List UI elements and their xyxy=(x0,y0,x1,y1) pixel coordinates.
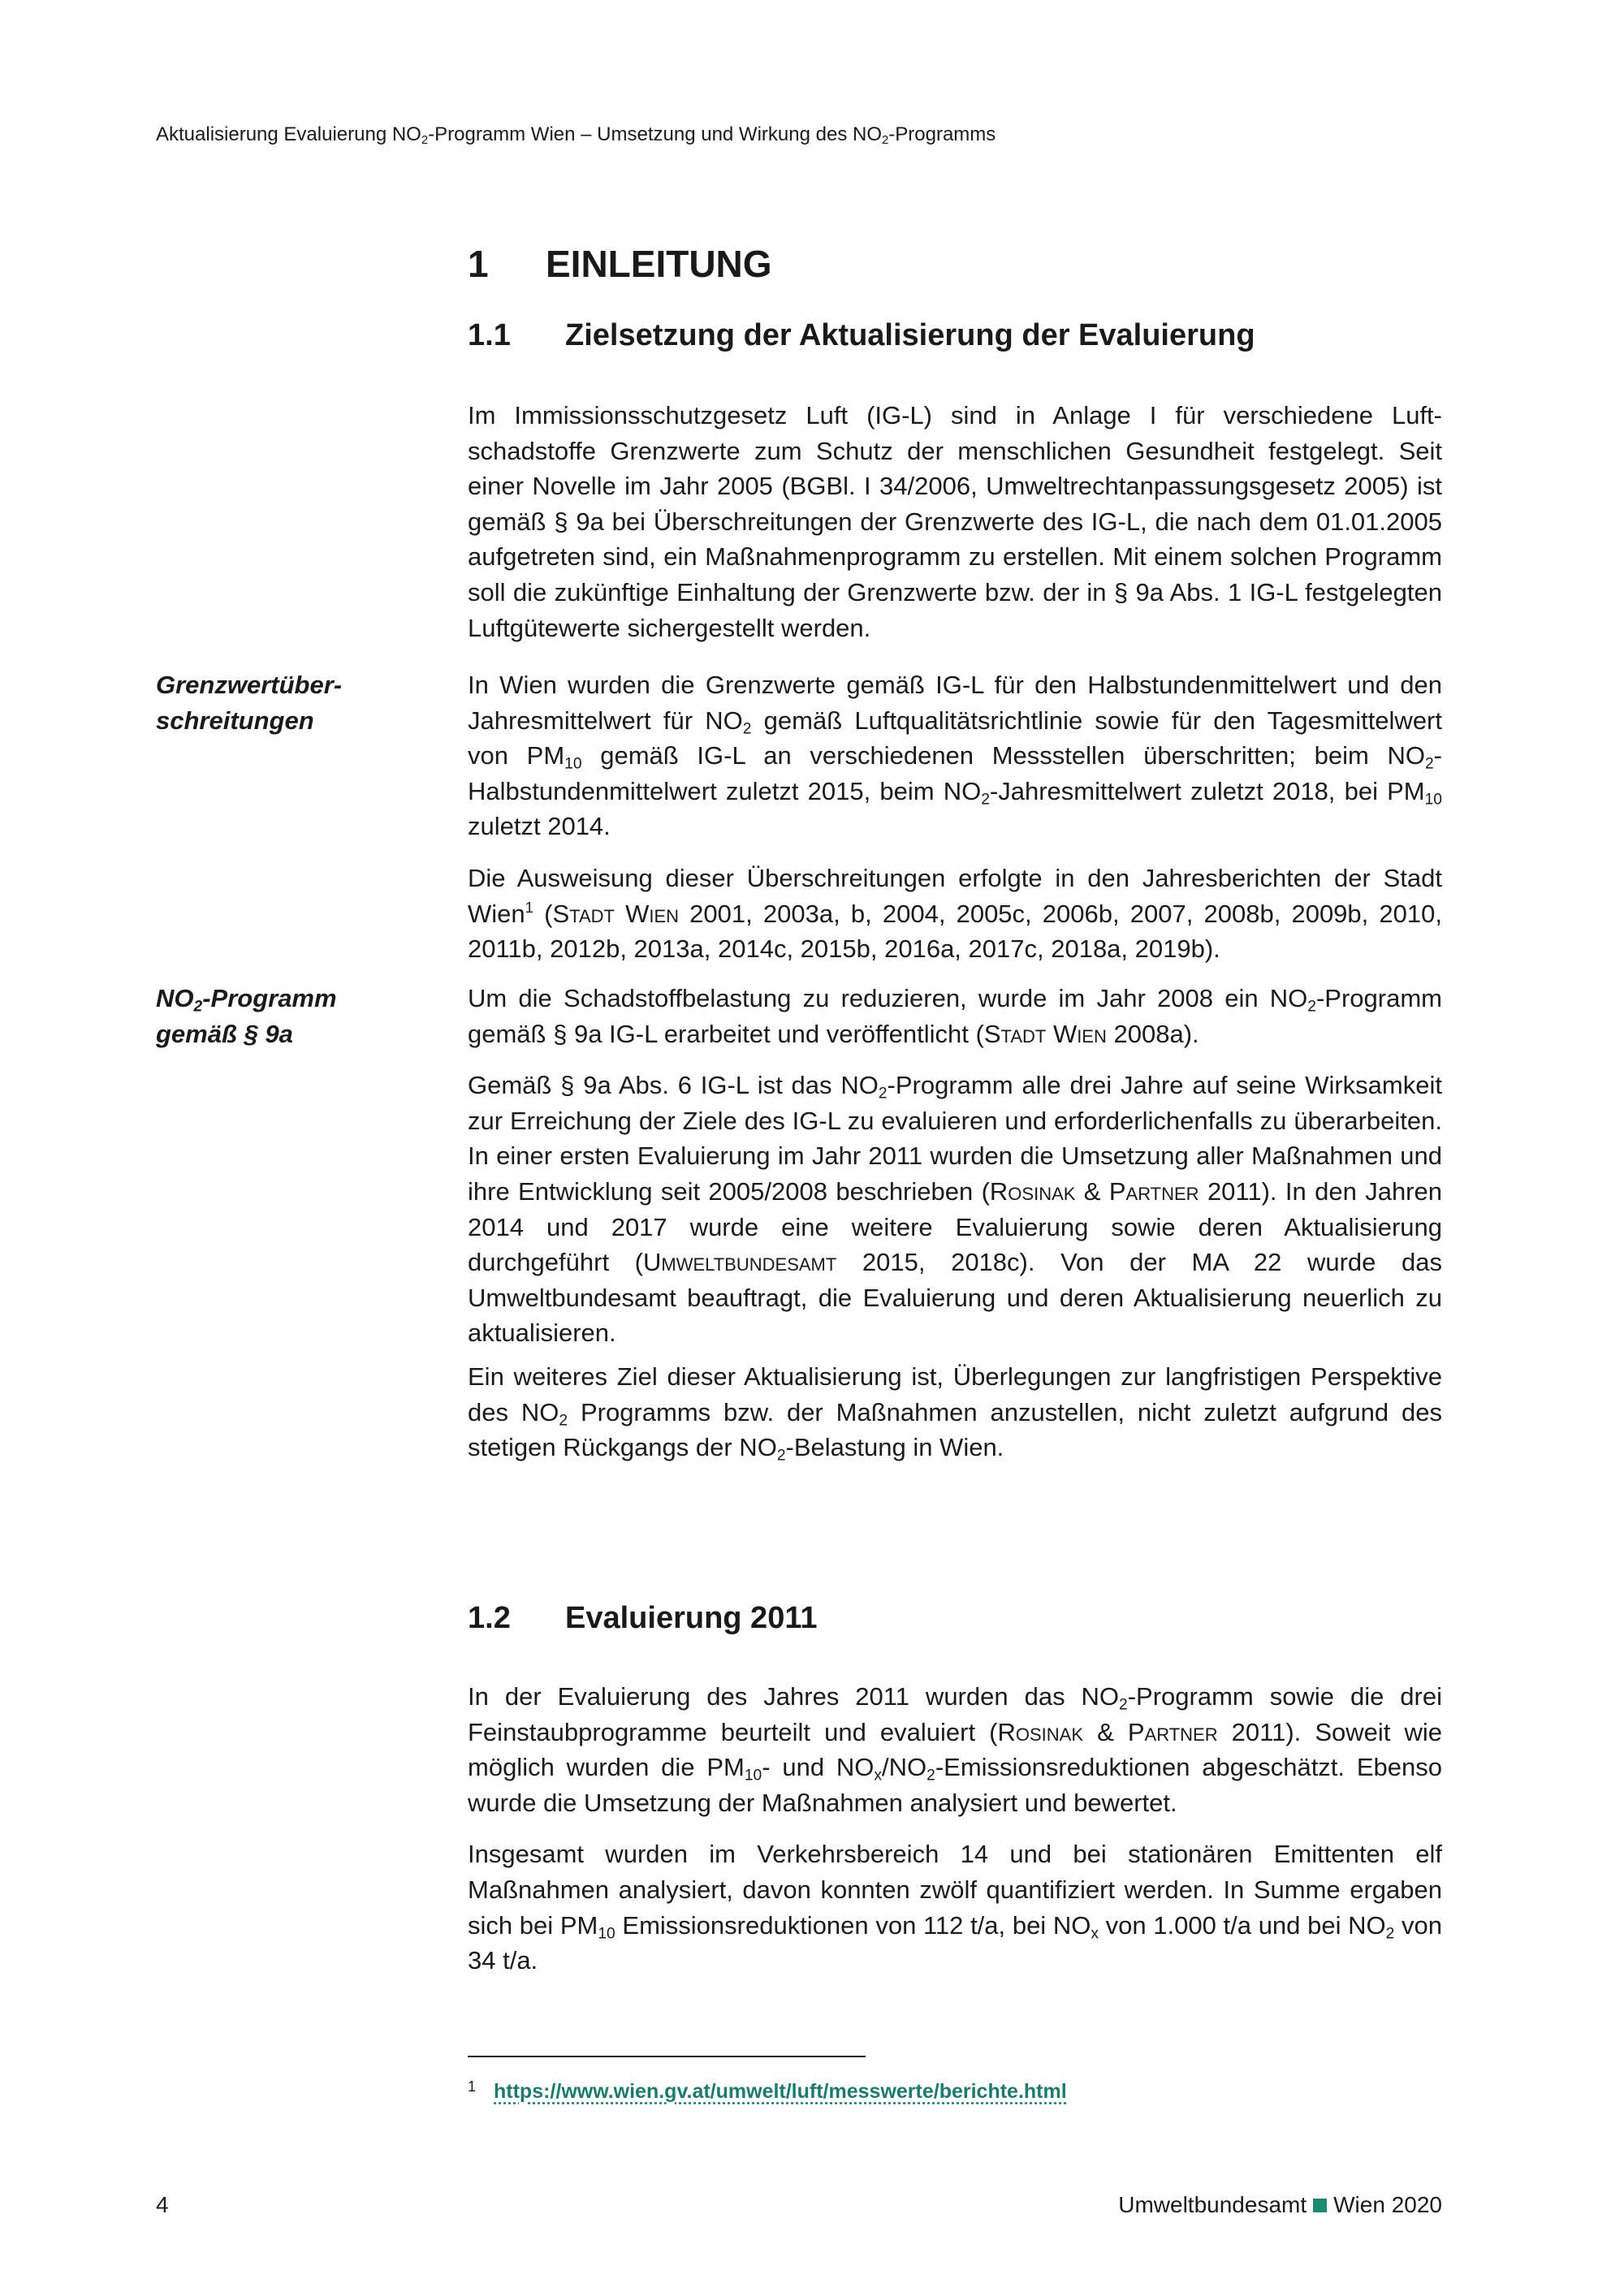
subscript: 10 xyxy=(564,755,582,773)
paragraph: Im Immissionsschutzgesetz Luft (IG-L) sind in Anlage I für verschiedene Luftschadstoffe Grenzwerte zum Schutz der menschlichen Gesundheit festgelegt. Seit einer Novelle im Jahr 2005 (BGBl. I 34/2006, Umweltrechtanpassungsgesetz 2005) ist gemäß § 9a bei Überschreitungen der Grenzwerte des IG-L, die nach dem 01.01.2005 aufgetreten sind, ein Maßnahmenprogramm zu erstellen. Mit einem solchen Programm soll die zukünftige Einhaltung der Grenzwerte bzw. der in § 9a Abs. 1 IG-L festgelegten Luftgütewerte sichergestellt werden. xyxy=(468,401,1442,642)
text-run: 2015, 2018c). Von der MA 22 wurde das Umweltbundesamt beauftragt, die Evaluierung und deren Aktualisierung neuerlich zu aktualisieren. xyxy=(468,1248,1442,1348)
paragraph xyxy=(468,1359,1442,1465)
footnote-number: 1 xyxy=(468,2078,477,2095)
chapter-number: 1 xyxy=(468,243,489,285)
text-run: Ein weiteres Ziel dieser Aktualisierung ist, Überlegungen zur langfristigen Perspektive des NO xyxy=(468,1362,1442,1426)
section-title: Zielsetzung der Aktualisierung der Evaluierung xyxy=(565,318,1255,352)
section-1-1-block-b xyxy=(468,667,1442,967)
text-run: -Programm gemäß § 9a IG-L erarbeitet und veröffentlicht ( xyxy=(468,984,1442,1048)
section-number: 1.2 xyxy=(468,1601,511,1635)
subscript: 2 xyxy=(742,719,752,737)
margin-note-grenzwertueberschreitungen: Grenzwertüberschreitungen xyxy=(156,671,343,735)
subscript: 2 xyxy=(776,1447,786,1465)
section-1-1-block-a xyxy=(468,398,1442,645)
text-run: 2001, 2003a, b, 2004, 2005c, 2006b, 2007, 2008b, 2009b, 2010, 2011b, 2012b, 2013a, 2014c, 2015b, 2016a, 2017c, 2018a, 2019b). xyxy=(468,899,1442,964)
text-run: -Programm sowie die drei Feinstaubprogramme beurteilt und evaluiert ( xyxy=(468,1682,1442,1746)
footnote-divider xyxy=(468,2056,866,2057)
text-run: Gemäß § 9a Abs. 6 IG-L ist das NO xyxy=(468,1071,879,1100)
text-run: Emissionsreduktionen von 112 t/a, bei NO xyxy=(615,1910,1091,1940)
header-subscript: 2 xyxy=(881,134,889,148)
citation-author: Rosinak & Partner xyxy=(989,1176,1199,1206)
header-text: -Programms xyxy=(888,123,996,145)
subscript: 10 xyxy=(744,1767,762,1785)
subscript: 2 xyxy=(1307,998,1316,1016)
text-run: von 1.000 t/a und bei NO xyxy=(1098,1910,1386,1940)
paragraph xyxy=(468,1836,1442,1978)
paragraph xyxy=(468,1068,1442,1351)
text-run: - und NO xyxy=(762,1753,875,1782)
text-run: 2011). Soweit wie möglich wurden die PM xyxy=(468,1717,1443,1782)
square-bullet-icon xyxy=(1313,2199,1327,2212)
section-number: 1.1 xyxy=(468,318,511,352)
subscript: x xyxy=(874,1767,883,1785)
text-run: In Wien wurden die Grenzwerte gemäß IG-L für den Halbstundenmittelwert und den Jahresmittelwert für NO xyxy=(468,671,1442,735)
text-run: Insgesamt wurden im Verkehrsbereich 14 und bei stationären Emittenten elf Maßnahmen analysiert, davon konnten zwölf quantifiziert werden. In Summe ergaben sich bei PM xyxy=(468,1840,1442,1940)
paragraph xyxy=(468,861,1442,967)
footnote-link[interactable]: https://www.wien.gv.at/umwelt/luft/messwerte/berichte.html xyxy=(494,2080,1067,2103)
footnote xyxy=(468,2078,1067,2104)
paragraph xyxy=(468,981,1442,1051)
section-1-2-block xyxy=(468,1679,1442,1979)
running-header xyxy=(156,123,996,146)
page-number: 4 xyxy=(156,2192,169,2217)
text-run: gemäß Luftqualitätsrichtlinie sowie für den Tagesmittelwert von PM xyxy=(468,706,1442,770)
text-run: gemäß IG-L an verschiedenen Messstellen überschritten; beim NO xyxy=(581,741,1425,770)
subscript: 2 xyxy=(878,1085,888,1103)
text-run: Die Ausweisung dieser Überschreitungen erfolgte in den Jahresberichten der Stadt Wien xyxy=(468,863,1442,928)
section-1-1-block-c xyxy=(468,981,1442,1465)
text-run: 2008a). xyxy=(1106,1019,1199,1048)
location-year: Wien 2020 xyxy=(1333,2192,1442,2217)
text-run: NO xyxy=(156,984,194,1012)
subscript: 2 xyxy=(193,998,203,1016)
subscript: 2 xyxy=(926,1767,935,1785)
margin-note-no2-programm xyxy=(156,981,400,1051)
section-heading-1-2 xyxy=(468,1601,818,1636)
text-run: -Programm gemäß § 9a xyxy=(156,984,337,1048)
text-run: -Emissionsreduktionen abgeschätzt. Ebenso wurde die Umsetzung der Maßnahmen analysiert und bewertet. xyxy=(468,1753,1442,1817)
subscript: 2 xyxy=(981,791,990,809)
text-run: -Programm alle drei Jahre auf seine Wirksamkeit zur Erreichung der Ziele des IG-L zu evaluieren und erforderlichenfalls zu überarbeiten. In einer ersten Evaluierung im Jahr 2011 wurden die Umsetzung aller Maßnahmen und ihre Entwicklung seit 2005/2008 beschrieben ( xyxy=(468,1071,1442,1206)
section-heading-1-1 xyxy=(468,318,1255,353)
subscript: 2 xyxy=(559,1411,568,1429)
text-run: zuletzt 2014. xyxy=(468,812,611,841)
subscript: 2 xyxy=(1424,755,1434,773)
citation-author: Rosinak & Partner xyxy=(997,1717,1218,1746)
text-run: -Jahresmittelwert zuletzt 2018, bei PM xyxy=(989,776,1425,805)
header-text: -Programm Wien – Umsetzung und Wirkung des NO xyxy=(428,123,882,145)
page-footer xyxy=(1118,2192,1442,2218)
footnote-reference: 1 xyxy=(525,898,533,916)
publisher-name: Umweltbundesamt xyxy=(1118,2192,1307,2217)
text-run: Programms bzw. der Maßnahmen anzustellen, nicht zuletzt aufgrund des stetigen Rückgangs der NO xyxy=(468,1397,1442,1462)
subscript: 10 xyxy=(1424,791,1442,809)
citation-author: Umweltbundesamt xyxy=(642,1248,837,1277)
paragraph xyxy=(468,1679,1442,1820)
citation-author: Stadt Wien xyxy=(983,1019,1107,1048)
header-text: Aktualisierung Evaluierung NO xyxy=(156,123,421,145)
chapter-heading xyxy=(468,242,772,286)
citation-author: Stadt Wien xyxy=(552,899,680,928)
subscript: x xyxy=(1091,1924,1099,1942)
text-run: 2011). In den Jahren 2014 und 2017 wurde eine weitere Evaluierung sowie deren Aktualisierung durchgeführt ( xyxy=(468,1176,1442,1277)
text-run: /NO xyxy=(882,1753,927,1782)
chapter-title: EINLEITUNG xyxy=(546,243,772,285)
text-run: -Halbstundenmittelwert zuletzt 2015, beim NO xyxy=(468,741,1442,805)
text-run: von 34 t/a. xyxy=(468,1910,1442,1975)
subscript: 2 xyxy=(1385,1924,1395,1942)
section-title: Evaluierung 2011 xyxy=(565,1601,818,1635)
text-run: ( xyxy=(533,899,553,928)
subscript: 2 xyxy=(1119,1696,1128,1714)
paragraph xyxy=(468,667,1442,844)
text-run: -Belastung in Wien. xyxy=(785,1433,1004,1462)
header-subscript: 2 xyxy=(421,134,429,148)
text-run: In der Evaluierung des Jahres 2011 wurden das NO xyxy=(468,1682,1120,1711)
text-run: Um die Schadstoffbelastung zu reduzieren, wurde im Jahr 2008 ein NO xyxy=(468,984,1308,1012)
subscript: 10 xyxy=(598,1924,615,1942)
